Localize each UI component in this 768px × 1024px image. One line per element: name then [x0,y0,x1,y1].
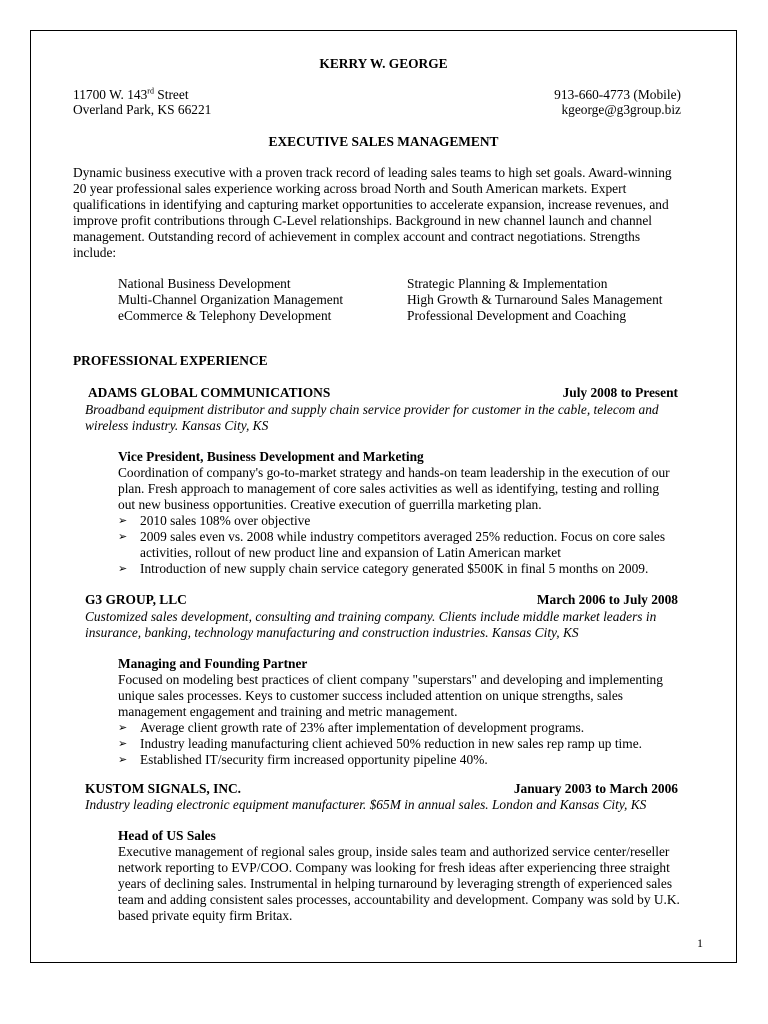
job-body-line: plan. Fresh approach to management of core sales activities as well as identifying, testing and rolling [118,481,660,496]
job-body-line: network reporting to EVP/COO. Company was looking for fresh ideas after experiencing three straight [118,860,670,875]
achievement-bullet-continuation: activities, rollout of new product line and expansion of Latin American market [140,545,561,560]
strength-item: National Business Development [118,276,291,291]
email: kgeorge@g3group.biz [561,102,681,117]
resume-page [30,30,737,963]
job-body-line: management engagement and training and metric management. [118,704,458,719]
achievement-bullet: ➢ 2009 sales even vs. 2008 while industry competitors averaged 25% reduction. Focus on core sales [140,529,665,545]
job-company: KUSTOM SIGNALS, INC. [85,781,242,796]
summary-line: improve profit contributions through C-Level relationships. Background in new channel launch and channel [73,213,652,228]
summary-line: management. Outstanding record of achievement in complex account and contract negotiations. Strengths [73,229,641,244]
job-description: insurance, banking, technology manufacturing and construction industries. Kansas City, KS [85,625,579,640]
candidate-name: KERRY W. GEORGE [319,56,448,71]
achievement-bullet: ➢ 2010 sales 108% over objective [140,513,310,529]
strength-item: eCommerce & Telephony Development [118,308,332,323]
job-description: wireless industry. Kansas City, KS [85,418,269,433]
job-dates: March 2006 to July 2008 [536,592,678,607]
job-description: Industry leading electronic equipment manufacturer. $65M in annual sales. London and Kansas City, KS [85,797,647,812]
experience-heading: PROFESSIONAL EXPERIENCE [73,353,268,368]
job-description: Broadband equipment distributor and supply chain service provider for customer in the cable, telecom and [85,402,659,417]
job-body-line: team and adding consistent sales processes, accountability and development. Company was sold by U.K. [118,892,680,907]
job-title: Head of US Sales [118,828,216,843]
job-body-line: years of declining sales. Instrumental in helping turnaround by leveraging strength of experienced sales [118,876,673,891]
job-title: Managing and Founding Partner [118,656,308,671]
job-body-line: Focused on modeling best practices of client company "superstars" and developing and implementing [118,672,663,687]
achievement-bullet: ➢ Established IT/security firm increased opportunity pipeline 40%. [140,752,488,768]
job-body-line: Coordination of company's go-to-market strategy and hands-on team leadership in the execution of our [118,465,670,480]
strength-item: Strategic Planning & Implementation [407,276,608,291]
job-body-line: out new business opportunities. Creative execution of guerrilla marketing plan. [118,497,542,512]
job-body-line: Executive management of regional sales group, inside sales team and authorized service center/reseller [118,844,670,859]
job-company: ADAMS GLOBAL COMMUNICATIONS [88,385,331,400]
job-body-line: based private equity firm Britax. [118,908,293,923]
summary-line: Dynamic business executive with a proven track record of leading sales teams to high set goals. Award-winning [73,165,672,180]
summary-line: qualifications in identifying and capturing market opportunities to accelerate expansion, increase revenues, and [73,197,669,212]
job-body-line: unique sales processes. Keys to customer success included attention on unique strengths, sales [118,688,624,703]
job-title: Vice President, Business Development and Marketing [118,449,424,464]
strength-item: Professional Development and Coaching [407,308,627,323]
achievement-bullet: ➢ Industry leading manufacturing client achieved 50% reduction in new sales rep ramp up time. [140,736,642,752]
summary-line: 20 year professional sales experience working across broad North and South American markets. Expert [73,181,627,196]
address-line-2: Overland Park, KS 66221 [73,102,212,117]
job-company: G3 GROUP, LLC [85,592,187,607]
job-dates: January 2003 to March 2006 [513,781,678,796]
summary-line: include: [73,245,117,260]
job-dates: July 2008 to Present [562,385,678,400]
phone: 913-660-4773 (Mobile) [554,87,681,102]
job-description: Customized sales development, consulting and training company. Clients include middle market leaders in [85,609,657,624]
summary-heading: EXECUTIVE SALES MANAGEMENT [268,134,499,149]
strength-item: High Growth & Turnaround Sales Management [407,292,663,307]
achievement-bullet: ➢ Average client growth rate of 23% after implementation of development programs. [140,720,584,736]
address-line-1: 11700 W. 143rd Street [73,86,189,102]
strength-item: Multi-Channel Organization Management [118,292,344,307]
page-number: 1 [697,936,703,950]
achievement-bullet: ➢ Introduction of new supply chain service category generated $500K in final 5 months on 2009. [140,561,648,577]
